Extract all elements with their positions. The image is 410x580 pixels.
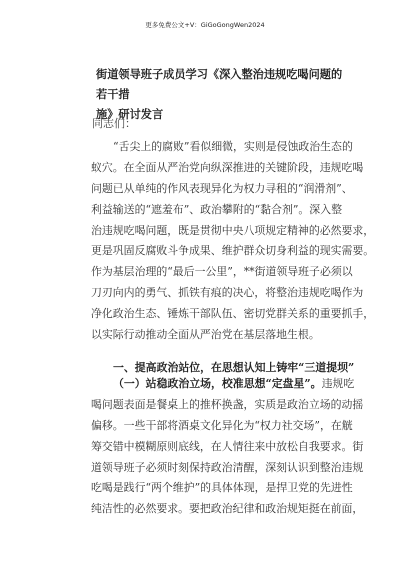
title-line-2: 施》研讨发言: [96, 107, 164, 121]
text-line: 道领导班子必须时刻保持政治清醒，深刻认识到整治违规: [91, 460, 364, 474]
section-heading-1: 一、提高政治站位，在思想认知上铸牢“三道提坝”: [113, 361, 355, 374]
text-line: 偏移。一些干部将酒桌文化异化为“权力社交场”，在觥: [91, 418, 353, 432]
text-line: 喝问题表面是餐桌上的推杯换盏，实质是政治立场的动摇: [91, 397, 364, 411]
text-line: 净化政治生态、锤炼干部队伍、密切党群关系的重要抓手，: [91, 307, 375, 321]
text-line: 蚁穴。在全面从严治党向纵深推进的关键阶段，违规吃喝: [91, 160, 364, 174]
text-line: 筹交错中模糊原则底线，在人情往来中放松自我要求。街: [91, 439, 364, 453]
sub-heading-1: （一）站稳政治立场，校准思想“定盘星”。: [113, 377, 322, 390]
text-line: 吃喝是践行“两个维护”的具体体现，是捍卫党的先进性: [91, 481, 353, 495]
greeting: 同志们：: [92, 117, 136, 130]
text-line: [91, 374, 355, 395]
paragraph-intro: [91, 137, 375, 346]
page-header: 更多免费公文+V：GiGoGongWen2024: [145, 21, 265, 29]
text-line: 更是巩固反腐败斗争成果、维护群众切身利益的现实需要。: [91, 244, 375, 258]
text-line: 以实际行动推动全面从严治党在基层落地生根。: [91, 328, 320, 342]
text-line: 纯洁性的必然要求。要把政治纪律和政治规矩挺在前面，: [91, 502, 364, 516]
text-line: 作为基层治理的“最后一公里”，**街道领导班子必须以: [91, 265, 353, 279]
text-line: 利益输送的“遮羞布”、政治攀附的“黏合剂”。深入整: [91, 202, 342, 216]
text-line: 问题已从单纯的作风表现异化为权力寻租的“润滑剂”、: [91, 181, 353, 195]
paragraph-sub1: [91, 374, 364, 520]
text-line: 治违规吃喝问题，既是贯彻中央八项规定精神的必然要求，: [91, 223, 375, 237]
title-line-1: 街道领导班子成员学习《深入整治违规吃喝问题的若干措: [96, 67, 343, 101]
text-line: “舌尖上的腐败”看似细微，实则是侵蚀政治生态的: [113, 140, 353, 153]
text-line: 刀刃向内的勇气、抓铁有痕的决心，将整治违规吃喝作为: [91, 286, 364, 300]
sub1-first-rest: 违规吃: [321, 377, 355, 390]
